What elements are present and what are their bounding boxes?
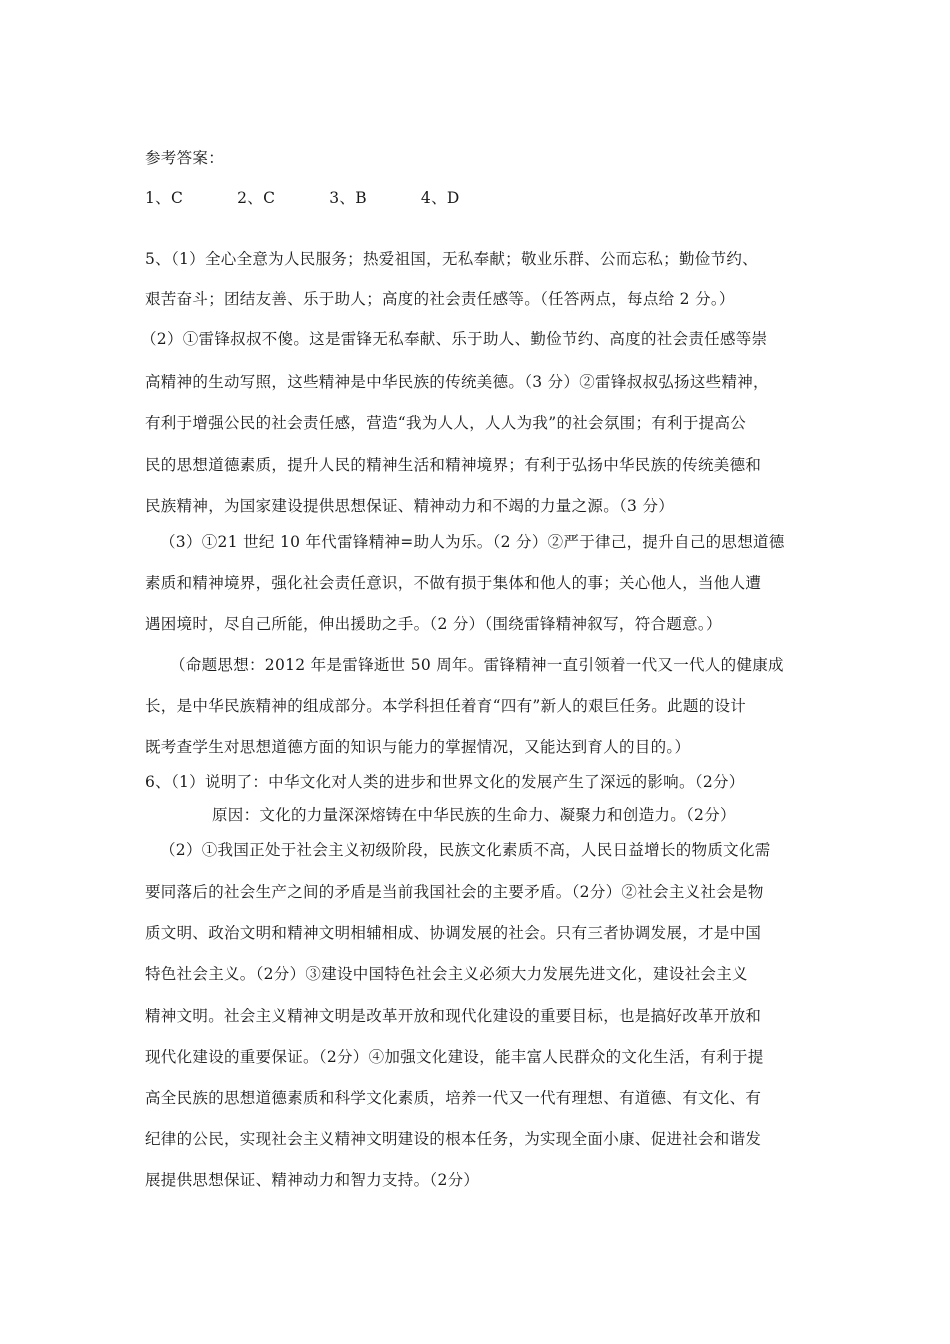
q6-line-11: 展提供思想保证、精神动力和智力支持。（2分） <box>145 1171 480 1189</box>
q6-line-5: 质文明、政治文明和精神文明相辅相成、协调发展的社会。只有三者协调发展，才是中国 <box>145 924 762 942</box>
q6-line-3: （2）①我国正处于社会主义初级阶段，民族文化素质不高，人民日益增长的物质文化需 <box>160 841 771 859</box>
answer-heading: 参考答案： <box>145 149 225 167</box>
q5-line-10: 遇困境时，尽自己所能，伸出援助之手。（2 分）（围绕雷锋精神叙写，符合题意。） <box>145 615 722 633</box>
q5-line-11: （命题思想：2012 年是雷锋逝世 50 周年。雷锋精神一直引领着一代又一代人的健康成 <box>170 656 784 674</box>
q5-line-9: 素质和精神境界，强化社会责任意识，不做有损于集体和他人的事；关心他人，当他人遭 <box>145 574 762 592</box>
q5-line-4: 高精神的生动写照，这些精神是中华民族的传统美德。（3 分）②雷锋叔叔弘扬这些精神， <box>145 373 769 391</box>
q6-line-7: 精神文明。社会主义精神文明是改革开放和现代化建设的重要目标，也是搞好改革开放和 <box>145 1007 762 1025</box>
q6-line-8: 现代化建设的重要保证。（2分）④加强文化建设，能丰富人民群众的文化生活，有利于提 <box>145 1048 764 1066</box>
q6-line-10: 纪律的公民，实现社会主义精神文明建设的根本任务，为实现全面小康、促进社会和谐发 <box>145 1130 762 1148</box>
mc-answer-2: 2、C <box>237 189 276 207</box>
q5-line-7: 民族精神，为国家建设提供思想保证、精神动力和不竭的力量之源。（3 分） <box>145 497 675 515</box>
q6-line-9: 高全民族的思想道德素质和科学文化素质，培养一代又一代有理想、有道德、有文化、有 <box>145 1089 762 1107</box>
mc-answer-4: 4、D <box>420 189 460 207</box>
q6-line-4: 要同落后的社会生产之间的矛盾是当前我国社会的主要矛盾。（2分）②社会主义社会是物 <box>145 883 764 901</box>
q5-line-3: （2）①雷锋叔叔不傻。这是雷锋无私奉献、乐于助人、勤俭节约、高度的社会责任感等崇 <box>141 330 768 348</box>
q5-line-13: 既考查学生对思想道德方面的知识与能力的掌握情况，又能达到育人的目的。） <box>145 738 691 756</box>
q5-line-2: 艰苦奋斗；团结友善、乐于助人；高度的社会责任感等。（任答两点，每点给 2 分。） <box>145 290 735 308</box>
multiple-choice-answers <box>145 188 815 208</box>
mc-answer-1: 1、C <box>145 189 184 207</box>
q5-line-8: （3）①21 世纪 10 年代雷锋精神=助人为乐。（2 分）②严于律己，提升自己的思想道德 <box>160 533 785 551</box>
q6-line-1: 6、（1）说明了：中华文化对人类的进步和世界文化的发展产生了深远的影响。（2分） <box>145 773 745 791</box>
mc-answer-3: 3、B <box>329 189 367 207</box>
q5-line-1: 5、（1）全心全意为人民服务；热爱祖国，无私奉献；敬业乐群、公而忘私；勤俭节约、 <box>145 250 758 268</box>
q5-line-5: 有利于增强公民的社会责任感，营造“我为人人，人人为我”的社会氛围；有利于提高公 <box>145 414 747 432</box>
q6-line-2: 原因：文化的力量深深熔铸在中华民族的生命力、凝聚力和创造力。（2分） <box>212 806 736 824</box>
q5-line-6: 民的思想道德素质，提升人民的精神生活和精神境界；有利于弘扬中华民族的传统美德和 <box>145 456 762 474</box>
q6-line-6: 特色社会主义。（2分）③建设中国特色社会主义必须大力发展先进文化，建设社会主义 <box>145 965 748 983</box>
q5-line-12: 长，是中华民族精神的组成部分。本学科担任着育“四有”新人的艰巨任务。此题的设计 <box>145 697 747 715</box>
